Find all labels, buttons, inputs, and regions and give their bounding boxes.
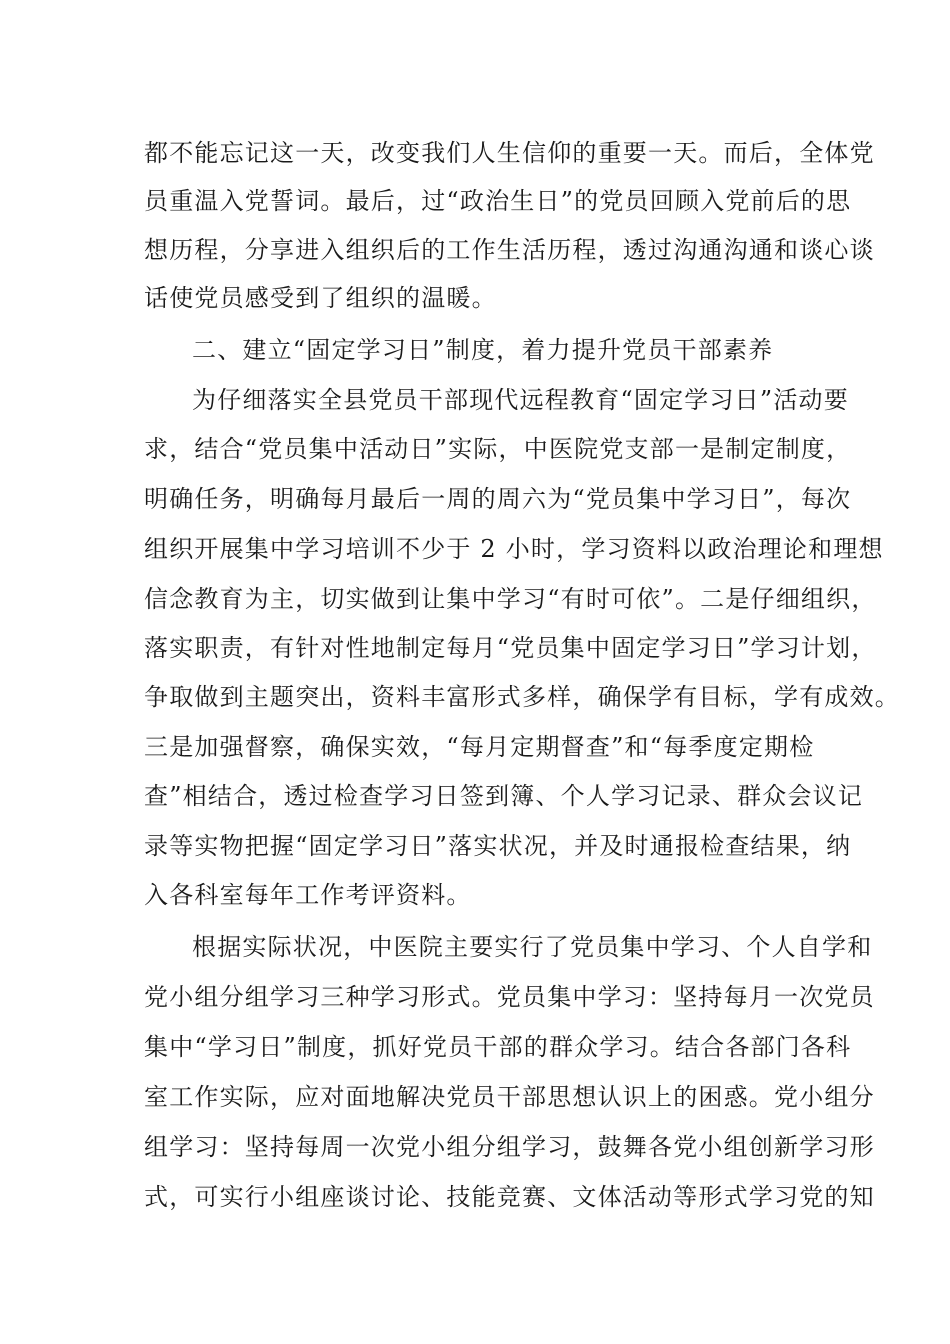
text-line: 都不能忘记这一天，改变我们人生信仰的重要一天。而后，全体党 <box>144 139 875 167</box>
text-line: 争取做到主题突出，资料丰富形式多样，确保学有目标，学有成效。 <box>144 683 900 711</box>
text-line: 入各科室每年工作考评资料。 <box>144 881 472 909</box>
text-line: 组学习：坚持每周一次党小组分组学习，鼓舞各党小组创新学习形 <box>144 1133 875 1161</box>
text-line: 求，结合“党员集中活动日”实际，中医院党支部一是制定制度， <box>144 435 852 463</box>
text-line: 想历程，分享进入组织后的工作生活历程，透过沟通沟通和谈心谈 <box>144 236 875 264</box>
text-line: 党小组分组学习三种学习形式。党员集中学习：坚持每月一次党员 <box>144 983 875 1011</box>
section-heading: 二、建立“固定学习日”制度，着力提升党员干部素养 <box>192 336 774 364</box>
text-line: 查”相结合，透过检查学习日签到簿、个人学习记录、群众会议记 <box>144 782 864 810</box>
text-line: 根据实际状况，中医院主要实行了党员集中学习、个人自学和 <box>192 933 873 961</box>
text-line: 式，可实行小组座谈讨论、技能竞赛、文体活动等形式学习党的知 <box>144 1183 875 1211</box>
text-line: 信念教育为主，切实做到让集中学习“有时可依”。二是仔细组织， <box>144 585 877 613</box>
text-line: 集中“学习日”制度，抓好党员干部的群众学习。结合各部门各科 <box>144 1033 852 1061</box>
text-line: 明确任务，明确每月最后一周的周六为“党员集中学习日”，每次 <box>144 485 852 513</box>
text-line: 员重温入党誓词。最后，过“政治生日”的党员回顾入党前后的思 <box>144 187 852 215</box>
text-line: 室工作实际，应对面地解决党员干部思想认识上的困惑。党小组分 <box>144 1083 875 1111</box>
text-line: 话使党员感受到了组织的温暖。 <box>144 284 497 312</box>
text-line: 三是加强督察，确保实效，“每月定期督查”和“每季度定期检 <box>144 733 815 761</box>
text-line: 为仔细落实全县党员干部现代远程教育“固定学习日”活动要 <box>192 386 849 414</box>
text-line: 落实职责，有针对性地制定每月“党员集中固定学习日”学习计划， <box>144 634 877 662</box>
text-line: 组织开展集中学习培训不少于 2 小时，学习资料以政治理论和理想 <box>144 535 884 563</box>
text-line: 录等实物把握“固定学习日”落实状况，并及时通报检查结果，纳 <box>144 832 852 860</box>
